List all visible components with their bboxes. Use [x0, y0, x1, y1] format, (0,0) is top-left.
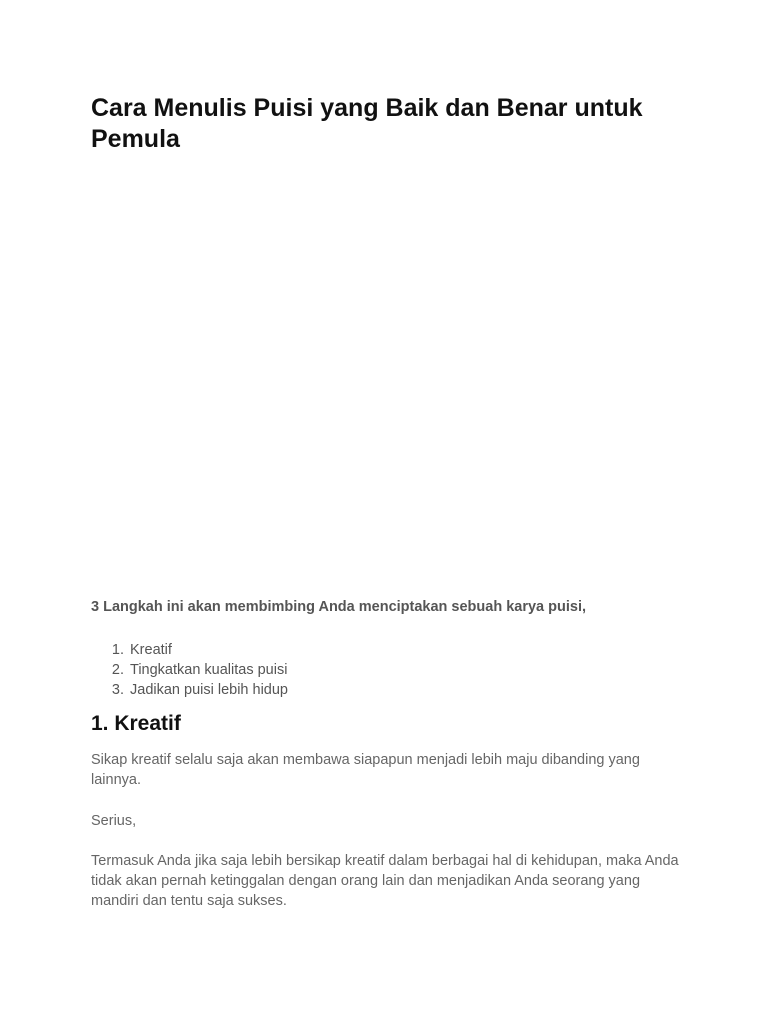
list-item [91, 640, 288, 660]
list-item-text: Kreatif [130, 642, 172, 658]
paragraph: Sikap kreatif selalu saja akan membawa siapapun menjadi lebih maju dibanding yang lainnya. [91, 752, 640, 788]
list-item-number: 2. [111, 662, 124, 678]
list-item-number: 1. [111, 642, 124, 658]
paragraph: Serius, [91, 813, 137, 829]
list-item-text: Jadikan puisi lebih hidup [130, 682, 288, 698]
section-heading: 1. Kreatif [91, 712, 181, 735]
steps-list [91, 640, 288, 700]
list-item-number: 3. [111, 682, 124, 698]
list-item [91, 680, 288, 700]
list-item-text: Tingkatkan kualitas puisi [130, 662, 288, 678]
page-title: Cara Menulis Puisi yang Baik dan Benar untuk Pemula [91, 94, 643, 153]
paragraph: Termasuk Anda jika saja lebih bersikap kreatif dalam berbagai hal di kehidupan, maka Anda tidak akan pernah ketinggalan dengan orang lain dan menjadikan Anda seorang yang mandiri dan tentu saja sukses. [91, 853, 679, 909]
intro-text: 3 Langkah ini akan membimbing Anda menciptakan sebuah karya puisi, [91, 599, 587, 615]
list-item [91, 660, 288, 680]
document-page [91, 0, 691, 1024]
